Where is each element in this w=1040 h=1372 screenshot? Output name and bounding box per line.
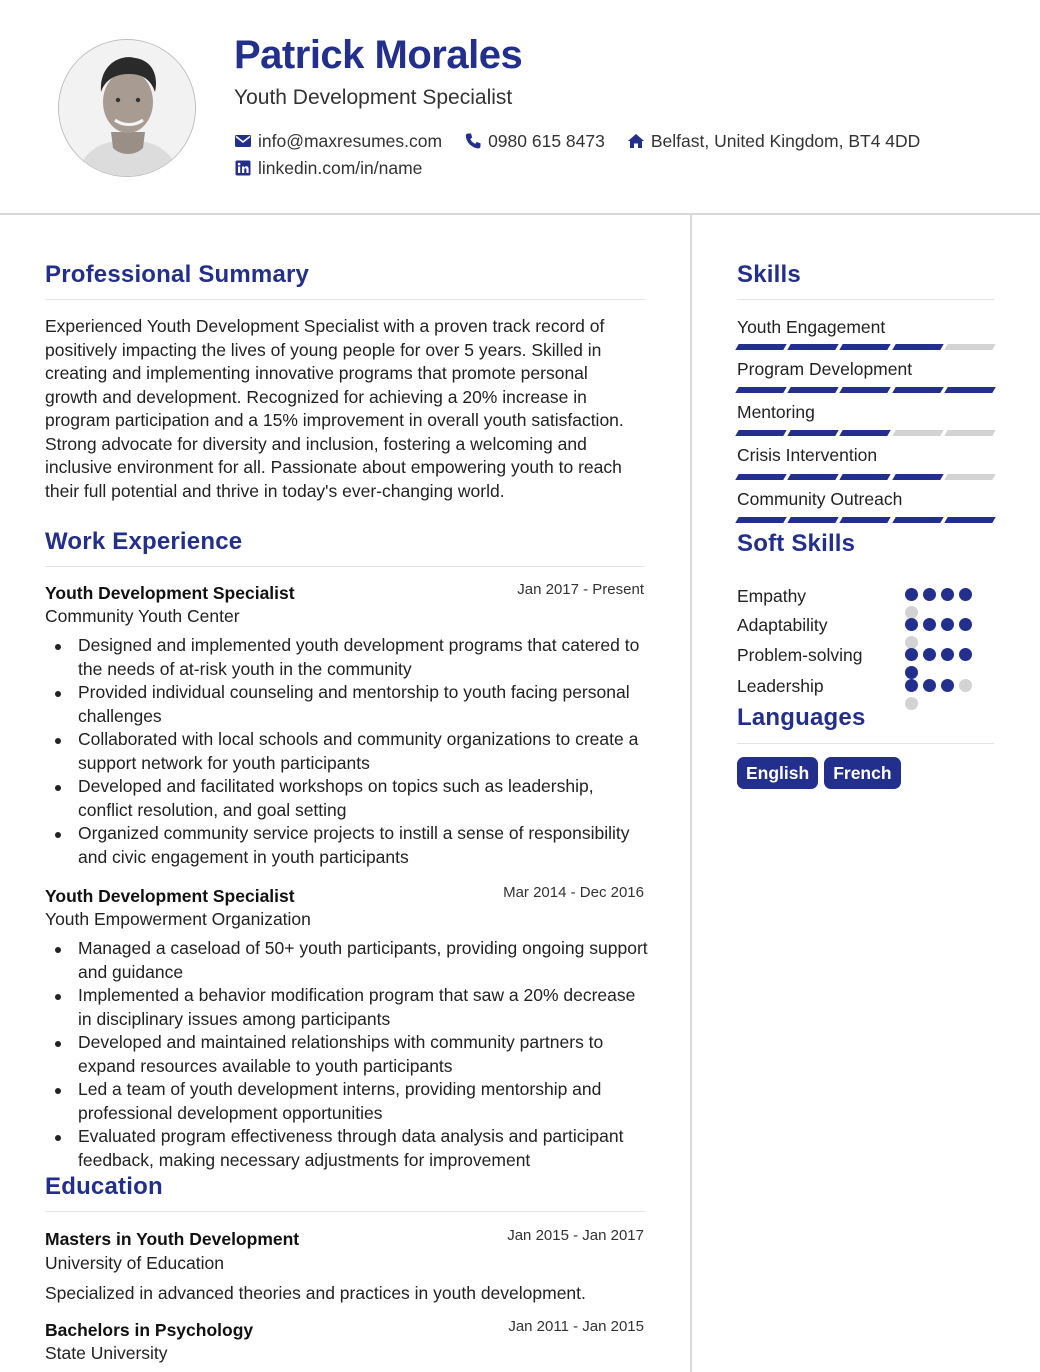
skill-name: Mentoring <box>737 402 815 422</box>
list-item: Provided individual counseling and mentorship to youth facing personal challenges <box>45 681 645 728</box>
envelope-icon <box>234 132 252 150</box>
skill-bar-segment <box>735 430 787 436</box>
rating-dot <box>941 648 954 661</box>
skill-bar-segment <box>787 430 839 436</box>
list-item: Collaborated with local schools and community organizations to create a support network for youth participants <box>45 728 645 775</box>
list-item: Evaluated program effectiveness through data analysis and participant feedback, making necessary adjustments for improvement <box>45 1125 650 1172</box>
education-title: Education <box>45 1173 163 1200</box>
phone-text: 0980 615 8473 <box>488 130 605 151</box>
job-bullets <box>45 634 645 869</box>
soft-skill-name: Adaptability <box>737 615 828 635</box>
summary-title: Professional Summary <box>45 261 310 288</box>
list-item: Developed and facilitated workshops on topics such as leadership, conflict resolution, and goal setting <box>45 775 645 822</box>
education-date: Jan 2011 - Jan 2015 <box>508 1318 644 1335</box>
rating-dot <box>905 648 918 661</box>
person-photo-icon <box>59 40 196 177</box>
skill-bar-segment <box>840 344 892 350</box>
rating-dot <box>959 618 972 631</box>
skill-name: Crisis Intervention <box>737 445 878 465</box>
profile-photo <box>58 39 196 177</box>
skill-name: Youth Engagement <box>737 317 886 337</box>
rating-dot <box>959 588 972 601</box>
education-description: Specialized in advanced theories and practices in youth development. <box>45 1283 586 1303</box>
summary-rule <box>45 299 645 300</box>
experience-title: Work Experience <box>45 528 243 555</box>
email-contact[interactable] <box>234 131 442 152</box>
rating-dot <box>941 618 954 631</box>
phone-contact[interactable] <box>464 131 605 152</box>
list-item: Designed and implemented youth development programs that catered to the needs of at-risk youth in the community <box>45 634 645 681</box>
skill-bar-segment <box>787 517 839 523</box>
job-bullets <box>45 937 650 1172</box>
candidate-name: Patrick Morales <box>234 33 523 77</box>
rating-dot <box>959 648 972 661</box>
education-rule <box>45 1211 645 1212</box>
rating-dot <box>959 679 972 692</box>
contact-info <box>234 130 942 184</box>
address-text: Belfast, United Kingdom, BT4 4DD <box>650 130 921 151</box>
school-name: University of Education <box>45 1253 224 1273</box>
list-item: Implemented a behavior modification program that saw a 20% decrease in disciplinary issues among participants <box>45 984 650 1031</box>
education-date: Jan 2015 - Jan 2017 <box>507 1227 644 1244</box>
skills-rule <box>737 299 994 300</box>
skill-bar-segment <box>840 474 892 480</box>
soft-skill-name: Problem-solving <box>737 645 863 665</box>
languages-rule <box>737 743 994 744</box>
list-item: Developed and maintained relationships with community partners to expand resources available to youth participants <box>45 1031 650 1078</box>
skill-bar-segment <box>944 344 996 350</box>
skill-bar-segment <box>840 387 892 393</box>
rating-dot <box>923 618 936 631</box>
rating-dot <box>923 588 936 601</box>
rating-dot <box>905 618 918 631</box>
degree-title: Bachelors in Psychology <box>45 1320 254 1340</box>
skill-level-bar <box>737 430 994 436</box>
home-icon <box>627 132 645 150</box>
skill-bar-segment <box>840 517 892 523</box>
linkedin-contact[interactable] <box>234 158 422 179</box>
job-organization: Youth Empowerment Organization <box>45 909 311 929</box>
skill-bar-segment <box>944 517 996 523</box>
skill-name: Program Development <box>737 359 913 379</box>
job-organization: Community Youth Center <box>45 606 240 626</box>
skill-name: Community Outreach <box>737 489 903 509</box>
rating-dot <box>905 588 918 601</box>
school-name: State University <box>45 1343 168 1363</box>
skill-level-bar <box>737 474 994 480</box>
phone-icon <box>464 132 482 150</box>
linkedin-icon <box>234 159 252 177</box>
skill-level-bar <box>737 387 994 393</box>
rating-dot <box>905 679 918 692</box>
job-date: Jan 2017 - Present <box>517 581 644 598</box>
degree-title: Masters in Youth Development <box>45 1229 300 1249</box>
job-title: Youth Development Specialist <box>45 583 295 603</box>
skill-bar-segment <box>735 517 787 523</box>
job-date: Mar 2014 - Dec 2016 <box>503 884 644 901</box>
skill-bar-segment <box>787 344 839 350</box>
skill-bar-segment <box>944 387 996 393</box>
list-item: Organized community service projects to instill a sense of responsibility and civic engagement in youth participants <box>45 822 645 869</box>
rating-dot <box>905 697 918 710</box>
skill-bar-segment <box>892 430 944 436</box>
skill-bar-segment <box>892 517 944 523</box>
summary-text: Experienced Youth Development Specialist with a proven track record of positively impacting the lives of young people for over 5 years. Skilled in creating and implementing innovative programs that promote personal growth and development. Recognized for achieving a 20% increase in program participation and a 15% improvement in overall youth satisfaction. Strong advocate for diversity and inclusion, fostering a welcoming and inclusive environment for all. Passionate about empowering youth to reach their full potential and thrive in today's ever-changing world. <box>45 316 624 501</box>
rating-dot <box>941 679 954 692</box>
column-divider <box>690 215 692 1372</box>
skill-level-bar <box>737 517 994 523</box>
skill-bar-segment <box>735 474 787 480</box>
skill-bar-segment <box>892 344 944 350</box>
soft-skill-rating <box>905 679 975 719</box>
language-tags <box>737 757 901 789</box>
languages-title: Languages <box>737 704 866 731</box>
skill-level-bar <box>737 344 994 350</box>
skill-bar-segment <box>892 474 944 480</box>
skill-bar-segment <box>735 344 787 350</box>
language-tag: French <box>824 757 900 789</box>
experience-rule <box>45 566 645 567</box>
skill-bar-segment <box>892 387 944 393</box>
list-item: Led a team of youth development interns, providing mentorship and professional development opportunities <box>45 1078 650 1125</box>
soft-skill-name: Leadership <box>737 676 824 696</box>
address-contact <box>627 131 920 152</box>
rating-dot <box>923 679 936 692</box>
skill-bar-segment <box>787 387 839 393</box>
skill-bar-segment <box>944 430 996 436</box>
skill-bar-segment <box>944 474 996 480</box>
email-text: info@maxresumes.com <box>258 130 443 151</box>
rating-dot <box>923 648 936 661</box>
candidate-role: Youth Development Specialist <box>234 86 513 109</box>
job-title: Youth Development Specialist <box>45 886 295 906</box>
soft-skills-title: Soft Skills <box>737 530 856 557</box>
rating-dot <box>941 588 954 601</box>
skill-bar-segment <box>735 387 787 393</box>
resume-header <box>0 0 1040 215</box>
skills-title: Skills <box>737 261 801 288</box>
skill-bar-segment <box>787 474 839 480</box>
list-item: Managed a caseload of 50+ youth participants, providing ongoing support and guidance <box>45 937 650 984</box>
linkedin-text: linkedin.com/in/name <box>258 157 423 178</box>
rating-dot <box>905 666 918 679</box>
soft-skill-name: Empathy <box>737 586 807 606</box>
skill-bar-segment <box>840 430 892 436</box>
language-tag: English <box>737 757 818 789</box>
